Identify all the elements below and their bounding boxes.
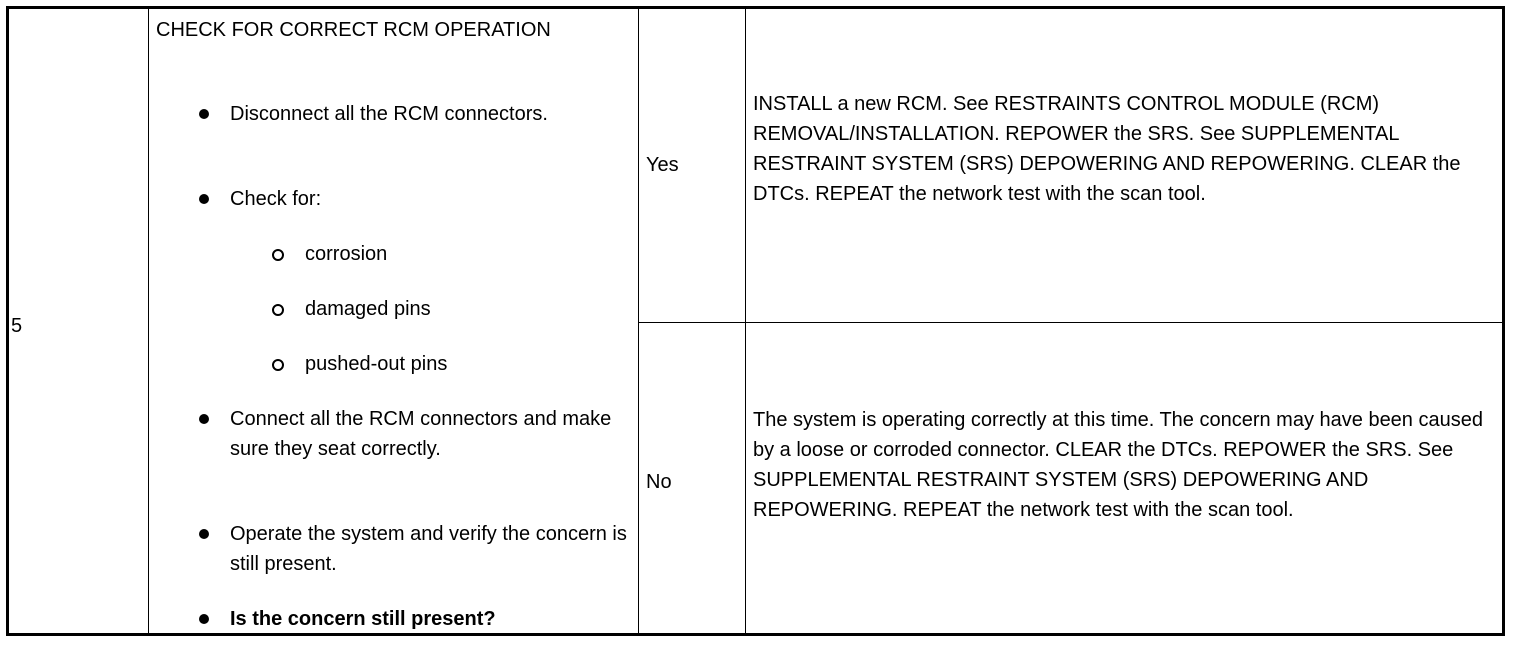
list-item-text: Check for: (230, 188, 322, 210)
circle-bullet-icon (272, 249, 284, 261)
bullet-icon (199, 414, 209, 424)
circle-bullet-icon (272, 304, 284, 316)
bullet-icon (199, 109, 209, 119)
step-number: 5 (11, 315, 23, 337)
column-divider (745, 6, 746, 636)
circle-bullet-icon (272, 359, 284, 371)
list-item-text: Connect all the RCM connectors and make sure they seat correctly. (230, 408, 612, 460)
row-divider (638, 322, 1505, 323)
no-label: No (646, 471, 672, 493)
no-action-text: The system is operating correctly at this time. The concern may have been caused by a loose or corroded connector. CLEAR the DTCs. REPOWER the SRS. See SUPPLEMENTAL RESTRAINT SYSTEM (SRS) DEPOWERING AND REPOWERING. REPEAT the network test with the scan tool. (753, 409, 1483, 521)
bullet-icon (199, 194, 209, 204)
sub-list-item-text: pushed-out pins (305, 353, 448, 375)
list-item-text: Operate the system and verify the concern is still present. (230, 523, 627, 575)
list-item-text: Disconnect all the RCM connectors. (230, 103, 548, 125)
bullet-icon (199, 614, 209, 624)
sub-list-item-text: corrosion (305, 243, 388, 265)
sub-list-item-text: damaged pins (305, 298, 431, 320)
yes-label: Yes (646, 154, 679, 176)
bullet-icon (199, 529, 209, 539)
column-divider (148, 6, 149, 636)
question-text: Is the concern still present? (230, 608, 496, 630)
step-title: CHECK FOR CORRECT RCM OPERATION (156, 19, 551, 41)
yes-action-text: INSTALL a new RCM. See RESTRAINTS CONTROL MODULE (RCM) REMOVAL/INSTALLATION. REPOWER the SRS. See SUPPLEMENTAL RESTRAINT SYSTEM (SRS) DEPOWERING AND REPOWERING. CLEAR the DTCs. REPEAT the network test with the scan tool. (753, 93, 1461, 205)
column-divider (638, 6, 639, 636)
